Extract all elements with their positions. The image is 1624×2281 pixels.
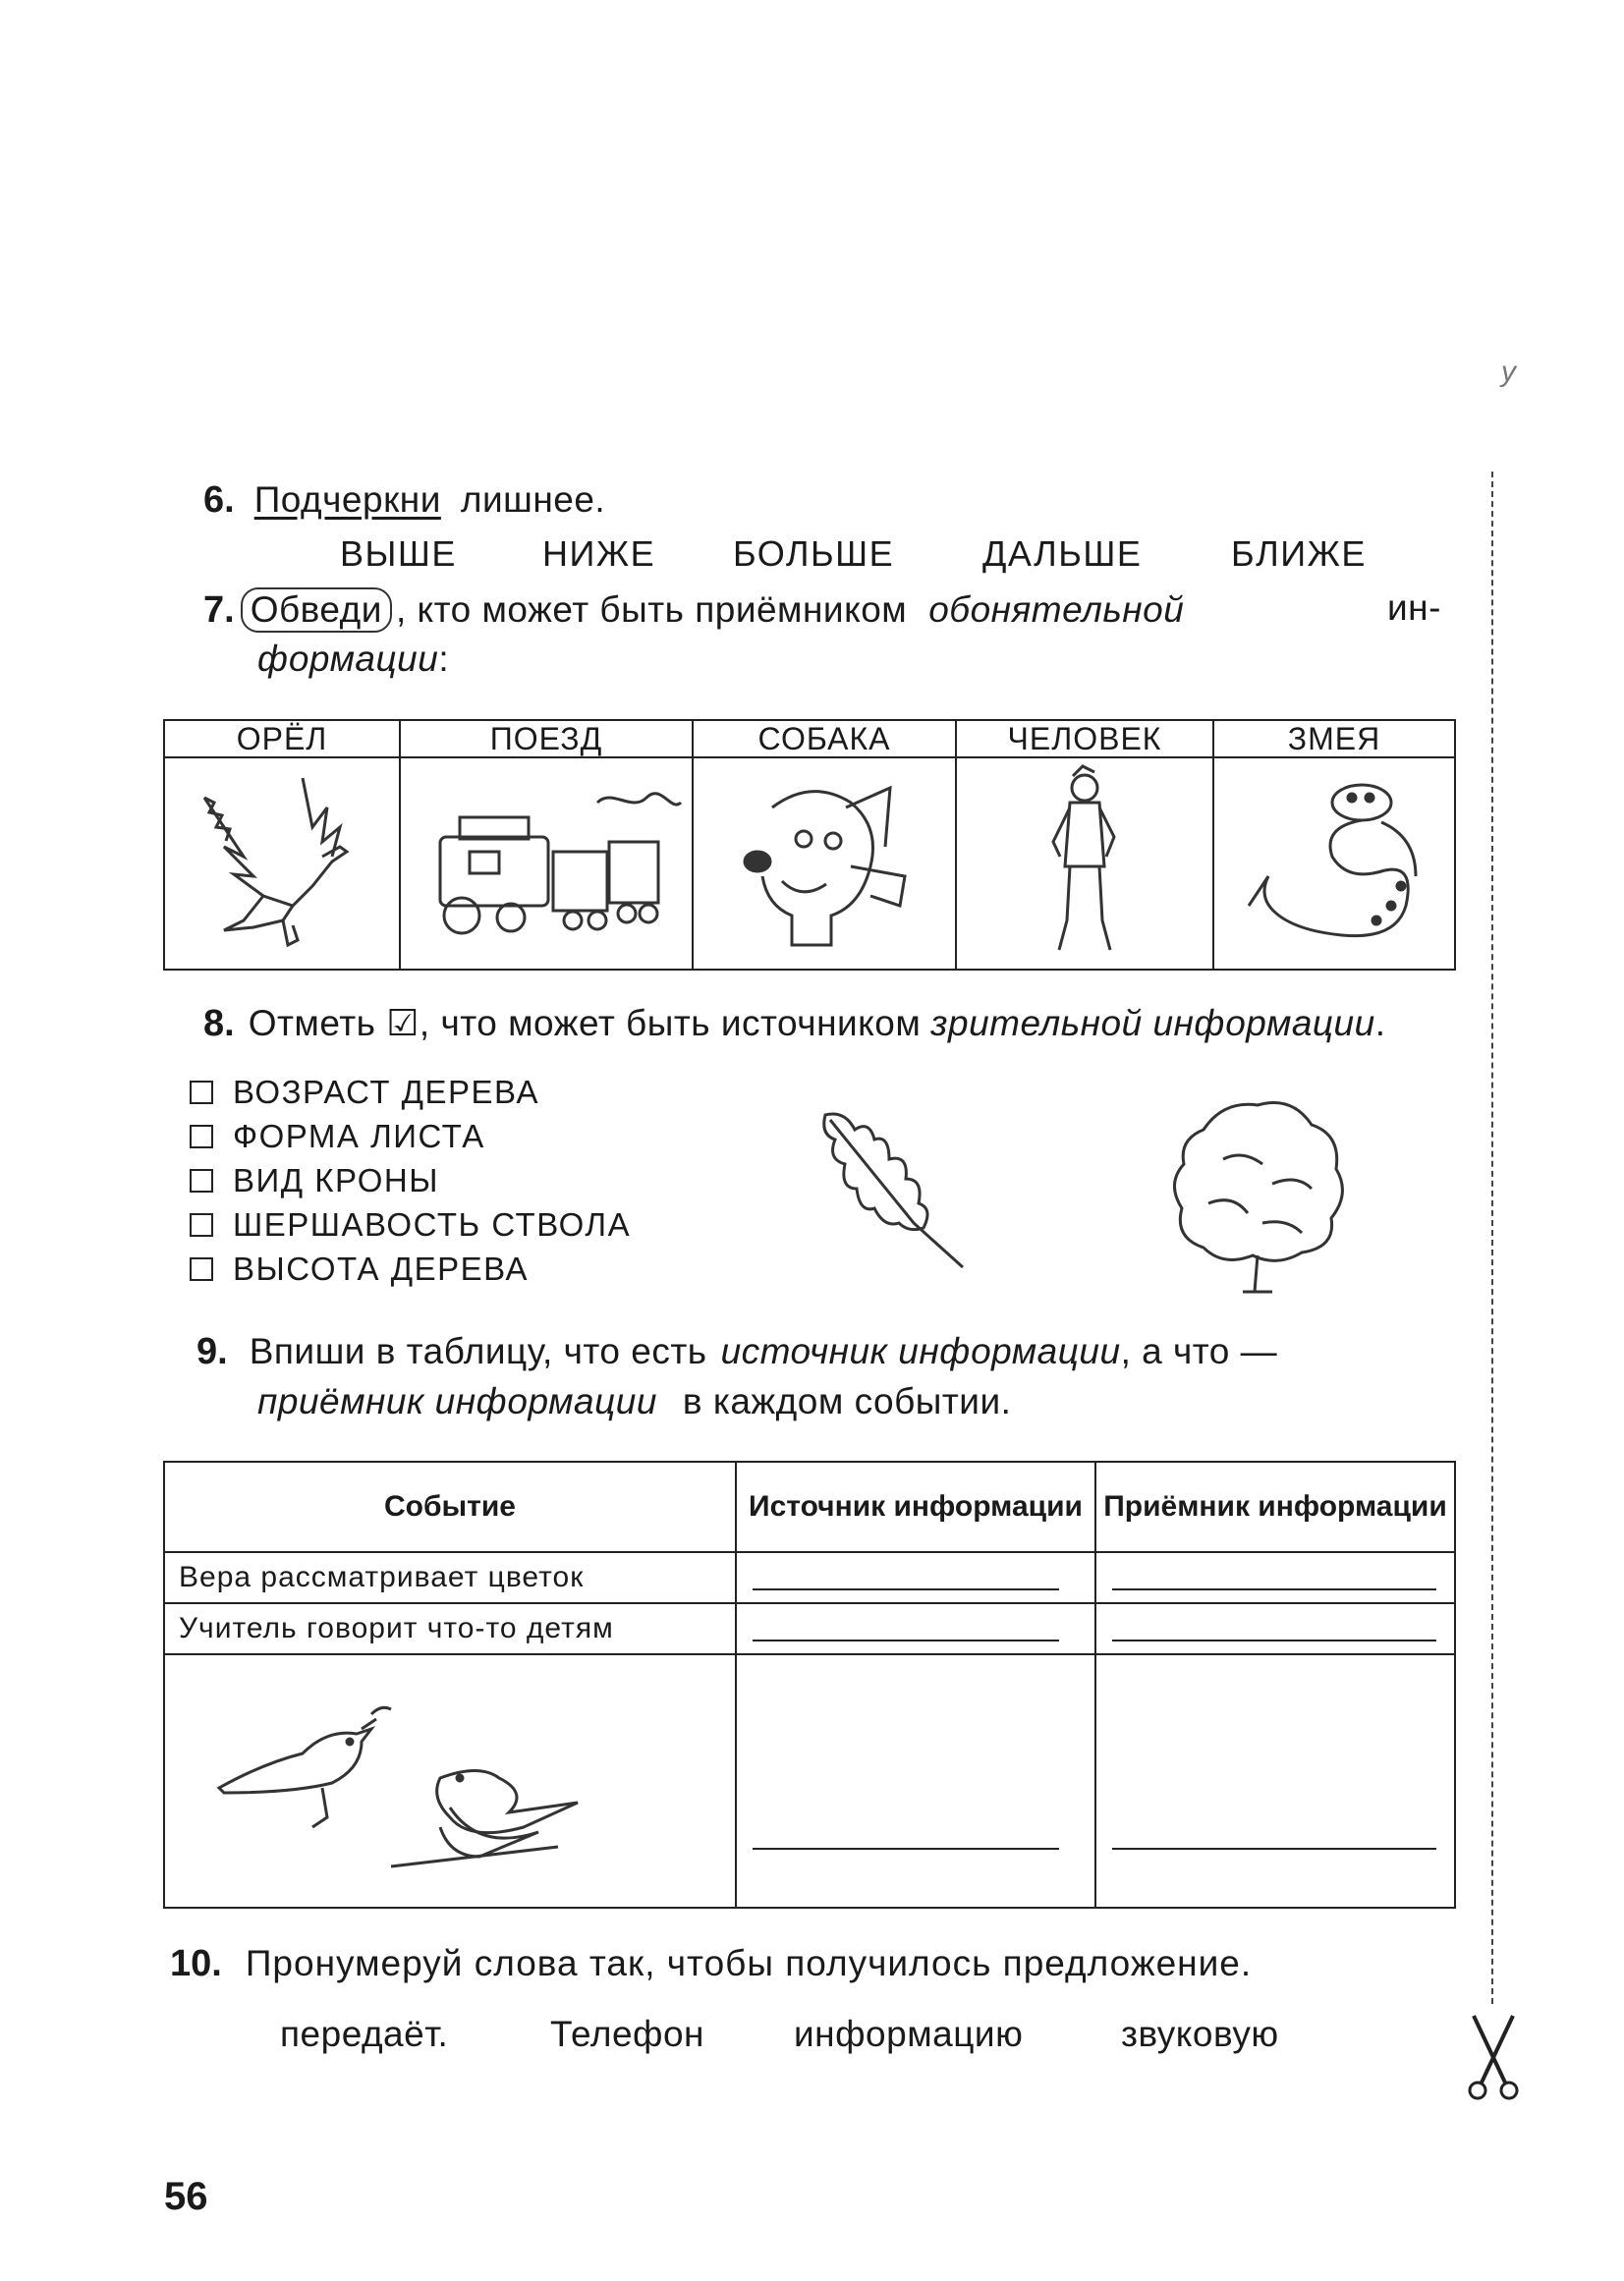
pencil-mark: у <box>1501 356 1516 388</box>
task7-verb: Обведи <box>241 587 392 633</box>
task6-text: лишнее. <box>460 479 606 520</box>
page-number: 56 <box>164 2175 208 2218</box>
oak-leaf-illustration <box>815 1105 973 1277</box>
header-source: Источник информации <box>737 1463 1096 1553</box>
task6-word-1[interactable]: ВЫШЕ <box>340 533 457 574</box>
task7-number: 7. <box>203 589 235 631</box>
checkbox[interactable] <box>190 1169 213 1193</box>
task8-emphasis: зрительной информации <box>930 1003 1375 1043</box>
task9-text-a: Впиши в таблицу, что есть <box>249 1331 707 1371</box>
task7-hyphen: ин- <box>1387 587 1441 628</box>
receiver-answer-2[interactable] <box>1096 1604 1454 1655</box>
task7-text: , кто может быть приёмником <box>395 589 908 630</box>
option-5[interactable] <box>190 1251 529 1288</box>
answer-line <box>753 1848 1059 1850</box>
tree-illustration <box>1164 1090 1351 1302</box>
source-answer-1[interactable] <box>737 1553 1096 1604</box>
col-header-eagle[interactable]: ОРЁЛ <box>165 721 401 758</box>
task10-word-3[interactable]: информацию <box>794 2014 1024 2054</box>
event-row-2: Учитель говорит что-то детям <box>165 1604 737 1655</box>
task9-table <box>163 1461 1456 1909</box>
col-header-human[interactable]: ЧЕЛОВЕК <box>957 721 1214 758</box>
checkbox[interactable] <box>190 1125 213 1148</box>
task10-word-1[interactable]: передаёт. <box>280 2014 449 2054</box>
option-label: ВИД КРОНЫ <box>233 1162 439 1198</box>
event-row-3-picture <box>165 1655 737 1907</box>
task10-word-4[interactable]: звуковую <box>1121 2014 1279 2054</box>
event-row-1: Вера рассматривает цветок <box>165 1553 737 1604</box>
option-label: ВОЗРАСТ ДЕРЕВА <box>233 1074 539 1110</box>
header-receiver: Приёмник информации <box>1096 1463 1454 1553</box>
task6-instruction <box>203 479 605 522</box>
header-event: Событие <box>165 1463 737 1553</box>
task7-table <box>163 719 1456 971</box>
snake-icon <box>1214 758 1454 965</box>
option-label: ШЕРШАВОСТЬ СТВОЛА <box>233 1206 632 1243</box>
human-icon <box>957 758 1212 965</box>
tree-icon <box>1164 1090 1351 1297</box>
task7-line2-colon: : <box>438 639 450 679</box>
task10-instruction <box>170 1943 1252 1985</box>
checkbox[interactable] <box>190 1081 213 1104</box>
train-icon <box>401 758 692 965</box>
answer-line <box>1112 1588 1436 1590</box>
task7-emphasis: обонятельной <box>928 589 1185 630</box>
task9-emphasis-a: источник информации <box>720 1331 1121 1371</box>
option-1[interactable] <box>190 1074 539 1111</box>
task6-word-2[interactable]: НИЖЕ <box>542 533 656 574</box>
answer-line <box>1112 1848 1436 1850</box>
task6-verb: Подчеркни <box>253 479 441 520</box>
snake-cell[interactable] <box>1214 758 1454 969</box>
task10-text: Пронумеруй слова так, чтобы получилось предложение. <box>245 1943 1253 1983</box>
source-answer-3[interactable] <box>737 1655 1096 1907</box>
leaf-icon <box>815 1105 973 1272</box>
receiver-answer-3[interactable] <box>1096 1655 1454 1907</box>
answer-line <box>1112 1640 1436 1641</box>
answer-line <box>753 1640 1059 1641</box>
task8-tail: . <box>1374 1003 1386 1043</box>
col-header-snake[interactable]: ЗМЕЯ <box>1214 721 1454 758</box>
task9-number: 9. <box>196 1331 228 1372</box>
source-answer-2[interactable] <box>737 1604 1096 1655</box>
task8-instruction <box>203 1002 1385 1045</box>
task6-word-5[interactable]: БЛИЖЕ <box>1231 533 1367 574</box>
checkbox[interactable] <box>190 1257 213 1281</box>
birds-icon <box>165 1655 737 1905</box>
train-cell[interactable] <box>401 758 694 969</box>
task7-instruction <box>203 587 1184 633</box>
option-label: ФОРМА ЛИСТА <box>233 1118 485 1154</box>
task9-text-c: в каждом событии. <box>682 1381 1012 1421</box>
task6-number: 6. <box>203 479 235 521</box>
task9-instruction <box>196 1331 1277 1373</box>
scissors-icon <box>1466 2014 1521 2107</box>
col-header-dog[interactable]: СОБАКА <box>694 721 957 758</box>
dog-cell[interactable] <box>694 758 957 969</box>
task9-emphasis-b: приёмник информации <box>257 1381 657 1421</box>
option-2[interactable] <box>190 1118 485 1155</box>
task6-word-4[interactable]: ДАЛЬШЕ <box>982 533 1143 574</box>
task8-text: Отметь ☑, что может быть источником <box>248 1003 922 1043</box>
option-4[interactable] <box>190 1206 631 1244</box>
answer-line <box>753 1588 1059 1590</box>
task9-line2 <box>257 1381 1011 1422</box>
human-cell[interactable] <box>957 758 1214 969</box>
task10-word-2[interactable]: Телефон <box>550 2014 704 2054</box>
dog-icon <box>694 758 955 965</box>
task8-number: 8. <box>203 1003 235 1044</box>
task6-word-3[interactable]: БОЛЬШЕ <box>733 533 895 574</box>
option-3[interactable] <box>190 1162 439 1199</box>
cut-line <box>1491 472 1493 2004</box>
col-header-train[interactable]: ПОЕЗД <box>401 721 694 758</box>
task7-line2-emphasis: формации <box>257 639 439 679</box>
checkbox[interactable] <box>190 1213 213 1237</box>
task9-text-b: , а что — <box>1120 1331 1278 1371</box>
eagle-icon <box>165 758 399 965</box>
receiver-answer-1[interactable] <box>1096 1553 1454 1604</box>
task7-line2 <box>257 639 449 680</box>
option-label: ВЫСОТА ДЕРЕВА <box>233 1251 530 1287</box>
task10-number: 10. <box>170 1943 222 1984</box>
eagle-cell[interactable] <box>165 758 401 969</box>
